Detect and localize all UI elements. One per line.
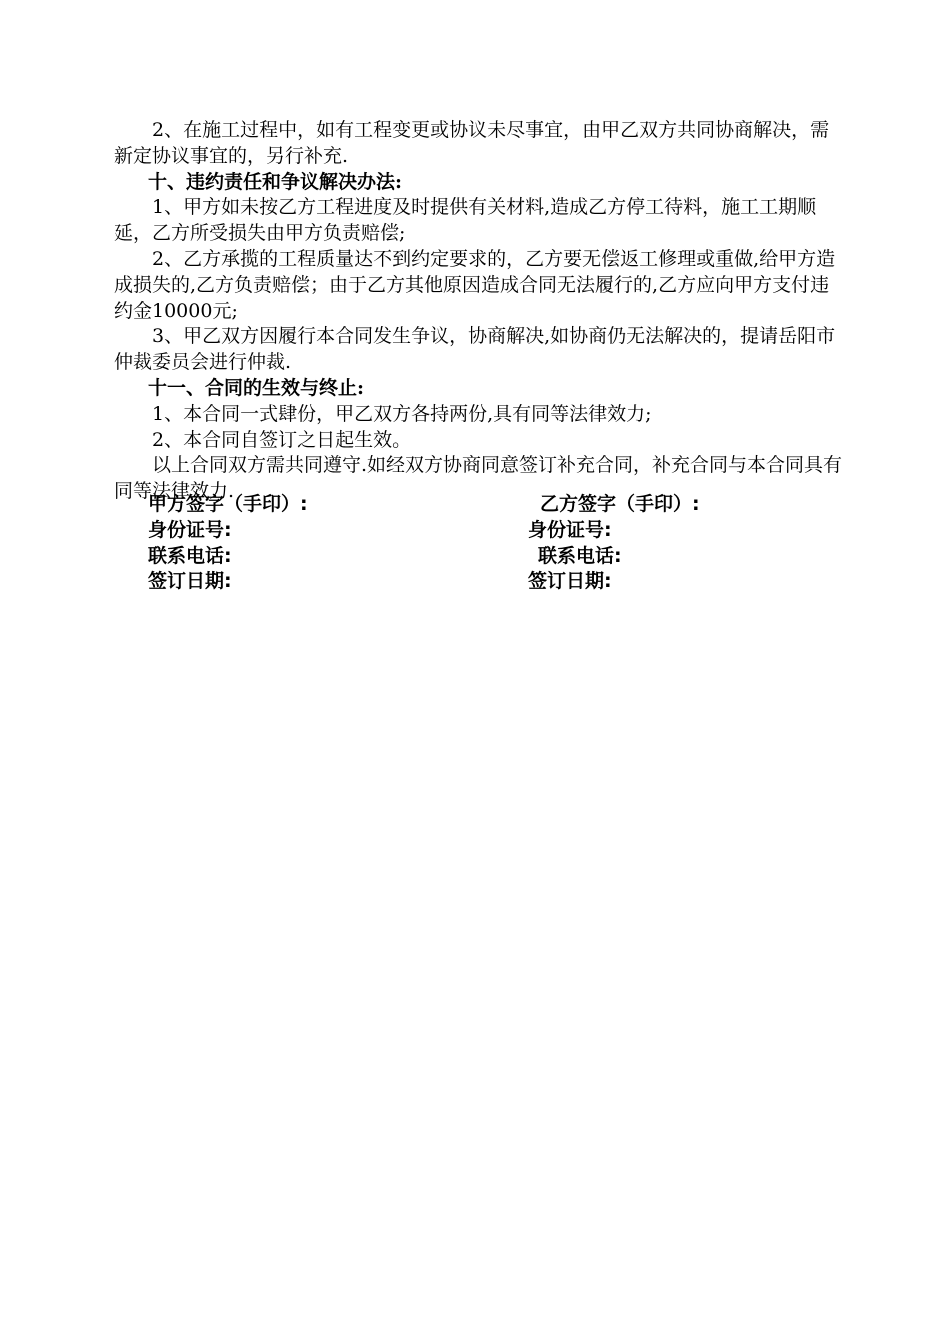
party-a-date-label: 签订日期:: [148, 570, 232, 593]
signature-block: [148, 492, 788, 595]
phone-row: [148, 544, 788, 570]
clause-10-2: 2、乙方承揽的工程质量达不到约定要求的，乙方要无偿返工修理或重做,给甲方造成损失的,乙方负责赔偿；由于乙方其他原因造成合同无法履行的,乙方应向甲方支付违约金10000元;: [114, 247, 836, 322]
party-a-phone-label: 联系电话:: [148, 544, 232, 567]
party-a-id-label: 身份证号:: [148, 518, 232, 541]
clause-9-2: 2、在施工过程中，如有工程变更或协议未尽事宜，由甲乙双方共同协商解决，需新定协议事宜的，另行补充.: [114, 119, 830, 167]
party-a-signature-label: 甲方签字（手印）:: [148, 493, 308, 515]
date-row: [148, 569, 788, 595]
clause-10-3: 3、甲乙双方因履行本合同发生争议，协商解决,如协商仍无法解决的，提请岳阳市仲裁委员会进行仲裁.: [114, 325, 836, 374]
clause-11-2: 2、本合同自签订之日起生效。: [152, 428, 412, 451]
clause-11-1: 1、本合同一式肆份，甲乙双方各持两份,具有同等法律效力;: [152, 402, 652, 425]
section-heading-11: 十一、合同的生效与终止:: [148, 376, 365, 399]
contract-body: [114, 118, 844, 505]
signature-row: [148, 492, 788, 518]
party-b-phone-label: 联系电话:: [538, 544, 622, 567]
closing-statement: 以上合同双方需共同遵守.如经双方协商同意签订补充合同，补充合同与本合同具有同等法律效力.: [114, 454, 843, 503]
section-heading-10: 十、违约责任和争议解决办法:: [148, 170, 403, 193]
id-number-row: [148, 518, 788, 544]
party-b-date-label: 签订日期:: [528, 570, 612, 593]
party-b-id-label: 身份证号:: [528, 518, 612, 541]
party-b-signature-label: 乙方签字（手印）:: [540, 493, 700, 515]
clause-10-1: 1、甲方如未按乙方工程进度及时提供有关材料,造成乙方停工待料，施工工期顺延，乙方所受损失由甲方负责赔偿;: [114, 196, 817, 245]
